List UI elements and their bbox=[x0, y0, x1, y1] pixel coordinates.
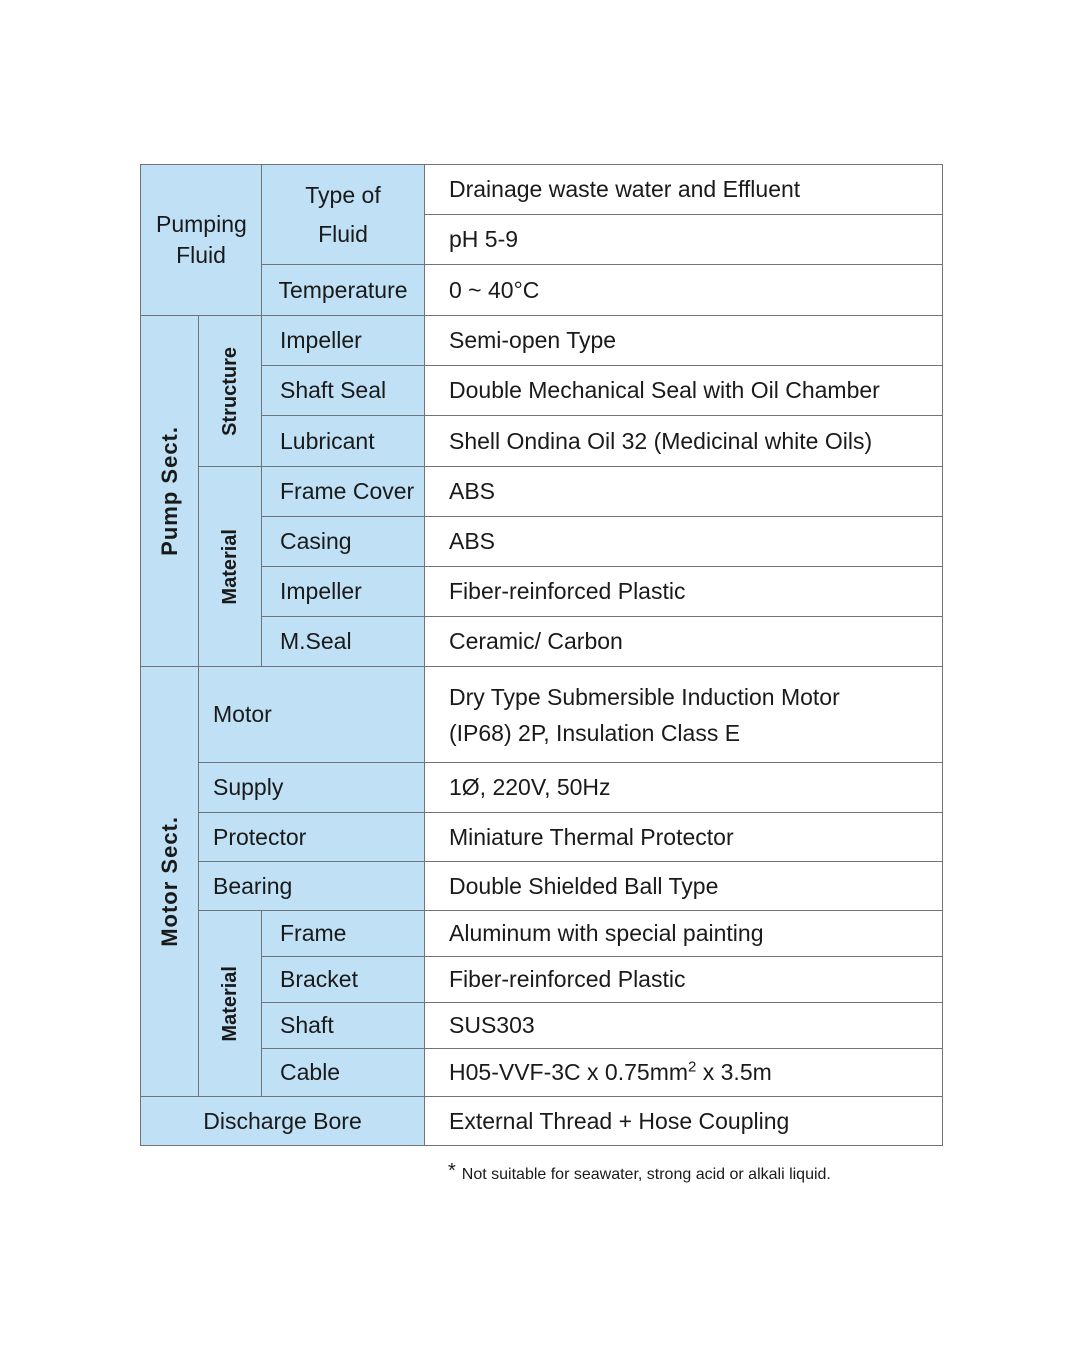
cable-value bbox=[425, 1049, 943, 1097]
table-row bbox=[141, 617, 943, 667]
pump-material-header: Material bbox=[199, 467, 262, 667]
impeller-value: Semi-open Type bbox=[425, 316, 943, 366]
temperature-value: 0 ~ 40°C bbox=[425, 265, 943, 316]
lubricant-label: Lubricant bbox=[262, 416, 425, 467]
bearing-value: Double Shielded Ball Type bbox=[425, 862, 943, 911]
supply-value: 1Ø, 220V, 50Hz bbox=[425, 763, 943, 813]
impeller-material-label: Impeller bbox=[262, 567, 425, 617]
casing-label: Casing bbox=[262, 517, 425, 567]
frame-cover-value: ABS bbox=[425, 467, 943, 517]
table-row bbox=[141, 763, 943, 813]
impeller-label: Impeller bbox=[262, 316, 425, 366]
frame-cover-label: Frame Cover bbox=[262, 467, 425, 517]
frame-label: Frame bbox=[262, 911, 425, 957]
shaft-value: SUS303 bbox=[425, 1003, 943, 1049]
shaft-label: Shaft bbox=[262, 1003, 425, 1049]
table-row bbox=[141, 265, 943, 316]
casing-value: ABS bbox=[425, 517, 943, 567]
table-row bbox=[141, 1049, 943, 1097]
table-row bbox=[141, 1003, 943, 1049]
protector-value: Miniature Thermal Protector bbox=[425, 813, 943, 862]
table-row bbox=[141, 165, 943, 215]
table-row bbox=[141, 467, 943, 517]
m-seal-value: Ceramic/ Carbon bbox=[425, 617, 943, 667]
table-row bbox=[141, 567, 943, 617]
table-row bbox=[141, 1097, 943, 1146]
cable-label: Cable bbox=[262, 1049, 425, 1097]
cable-value-main: H05-VVF-3C x 0.75mm bbox=[449, 1059, 689, 1085]
table-row bbox=[141, 862, 943, 911]
motor-sect-header: Motor Sect. bbox=[141, 667, 199, 1097]
type-of-fluid-header: Type of Fluid bbox=[262, 165, 425, 265]
spec-table bbox=[140, 164, 943, 1146]
footnote bbox=[448, 1160, 831, 1184]
bearing-label: Bearing bbox=[199, 862, 425, 911]
table-row bbox=[141, 667, 943, 763]
table-row bbox=[141, 316, 943, 366]
temperature-header: Temperature bbox=[262, 265, 425, 316]
impeller-material-value: Fiber-reinforced Plastic bbox=[425, 567, 943, 617]
motor-value bbox=[425, 667, 943, 763]
motor-value-line-1: Dry Type Submersible Induction Motor bbox=[449, 683, 840, 710]
bracket-value: Fiber-reinforced Plastic bbox=[425, 957, 943, 1003]
table-row bbox=[141, 517, 943, 567]
discharge-bore-label: Discharge Bore bbox=[141, 1097, 425, 1146]
motor-value-line-2: (IP68) 2P, Insulation Class E bbox=[449, 719, 741, 746]
ph-value: pH 5-9 bbox=[425, 215, 943, 265]
table-row bbox=[141, 813, 943, 862]
shaft-seal-value: Double Mechanical Seal with Oil Chamber bbox=[425, 366, 943, 416]
lubricant-value: Shell Ondina Oil 32 (Medicinal white Oils) bbox=[425, 416, 943, 467]
motor-label: Motor bbox=[199, 667, 425, 763]
protector-label: Protector bbox=[199, 813, 425, 862]
fluid-value: Drainage waste water and Effluent bbox=[425, 165, 943, 215]
footnote-mark: * bbox=[448, 1160, 456, 1182]
bracket-label: Bracket bbox=[262, 957, 425, 1003]
table-row bbox=[141, 957, 943, 1003]
cable-value-tail: x 3.5m bbox=[696, 1059, 772, 1085]
m-seal-label: M.Seal bbox=[262, 617, 425, 667]
footnote-text: Not suitable for seawater, strong acid or alkali liquid. bbox=[461, 1166, 831, 1183]
table-row bbox=[141, 911, 943, 957]
structure-header: Structure bbox=[199, 316, 262, 467]
table-row bbox=[141, 416, 943, 467]
frame-value: Aluminum with special painting bbox=[425, 911, 943, 957]
discharge-bore-value: External Thread + Hose Coupling bbox=[425, 1097, 943, 1146]
shaft-seal-label: Shaft Seal bbox=[262, 366, 425, 416]
pump-sect-header: Pump Sect. bbox=[141, 316, 199, 667]
supply-label: Supply bbox=[199, 763, 425, 813]
table-row bbox=[141, 366, 943, 416]
pumping-fluid-header: Pumping Fluid bbox=[141, 165, 262, 316]
motor-material-header: Material bbox=[199, 911, 262, 1097]
cable-value-sup: 2 bbox=[688, 1058, 697, 1076]
